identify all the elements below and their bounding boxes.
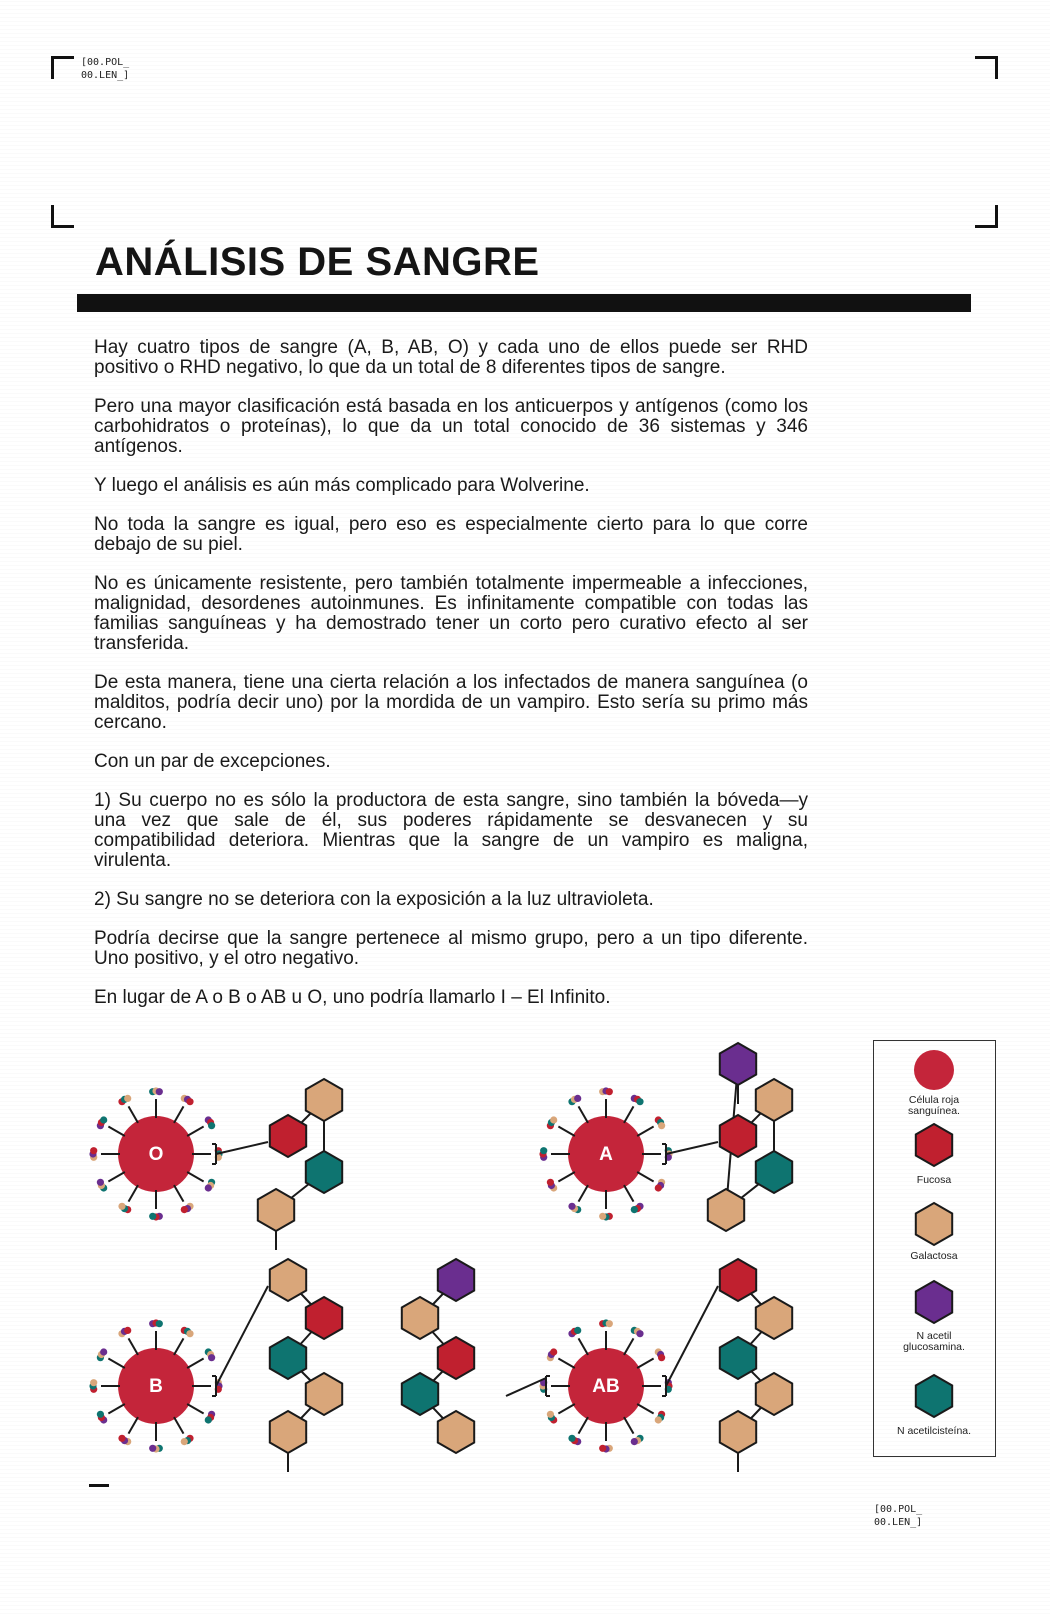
antigen-dot [156, 1320, 163, 1327]
antigen-spike [108, 1404, 124, 1414]
antigen-dot [186, 1330, 193, 1337]
antigen-spike [558, 1404, 574, 1414]
paragraph: Hay cuatro tipos de sangre (A, B, AB, O) y cada uno de ellos puede ser RHD positivo o RHD negativo, lo que da un total de 8 diferentes tipos de sangre. [94, 337, 808, 378]
antigen-dot [118, 1203, 125, 1210]
antigen-dot [658, 1122, 665, 1129]
antigen-spike [637, 1172, 653, 1182]
antigen-spike [637, 1359, 653, 1369]
antigen-dot [550, 1348, 557, 1355]
antigen-dot [181, 1438, 188, 1445]
paragraph: 1) Su cuerpo no es sólo la productora de esta sangre, sino también la bóveda—y una vez que sale de él, sus poderes rápidamente se desvanecen y su compatibilidad deteriora. Mientras que la sangre de un vampiro es maligna, virulenta. [94, 790, 808, 871]
antigen-spike [129, 1185, 139, 1201]
antigen-spike [129, 1338, 139, 1354]
connector-line [666, 1142, 718, 1154]
antigen-dot [100, 1116, 107, 1123]
blood-cell-o [89, 1079, 342, 1250]
hexagon-galactosa [306, 1373, 342, 1415]
hexagon-galactosa [306, 1079, 342, 1121]
antigen-spike [579, 1185, 589, 1201]
antigen-spike [624, 1338, 634, 1354]
hexagon-galactosa [258, 1189, 294, 1231]
hexagon-acetilcisteina [306, 1151, 342, 1193]
antigen-dot [568, 1203, 575, 1210]
hexagon-galactosa [708, 1189, 744, 1231]
antigen-dot [540, 1147, 547, 1154]
antigen-dot [655, 1416, 662, 1423]
hexagon-acetilcisteina [756, 1151, 792, 1193]
connector-line [666, 1286, 718, 1386]
hexagon-galactosa [720, 1411, 756, 1453]
blood-cell-a [539, 1043, 792, 1231]
antigen-dot [658, 1354, 665, 1361]
blood-type-label-a: A [599, 1144, 613, 1165]
antigen-dot [205, 1416, 212, 1423]
antigen-spike [187, 1172, 203, 1182]
legend-label-galactosa: Galactosa [910, 1250, 958, 1262]
footer-code-line-1: [00.POL_ [874, 1504, 923, 1515]
antigen-dot [547, 1179, 554, 1186]
antigen-dot [186, 1098, 193, 1105]
antigen-spike [624, 1417, 634, 1433]
antigen-spike [174, 1417, 184, 1433]
footer-code [874, 1503, 922, 1529]
antigen-dot [547, 1411, 554, 1418]
blood-type-label-b: B [149, 1376, 163, 1397]
antigen-spike [108, 1172, 124, 1182]
antigen-spike [579, 1338, 589, 1354]
hexagon-galactosa [756, 1079, 792, 1121]
antigen-dot [636, 1098, 643, 1105]
antigen-dot [97, 1179, 104, 1186]
hexagon-acetilcisteina [270, 1337, 306, 1379]
legend-label-fucosa: Fucosa [916, 1174, 952, 1186]
antigen-dot [156, 1088, 163, 1095]
antigen-spike [174, 1106, 184, 1122]
antigen-dot [124, 1095, 131, 1102]
blood-cell-ab [402, 1259, 792, 1472]
antigen-spike [108, 1127, 124, 1137]
hexagon-fucosa [270, 1115, 306, 1157]
antigen-spike [174, 1185, 184, 1201]
antigen-dot [208, 1122, 215, 1129]
antigen-spike [579, 1417, 589, 1433]
antigen-dot [606, 1320, 613, 1327]
antigen-spike [187, 1127, 203, 1137]
footer-code-line-2: 00.LEN_] [874, 1517, 923, 1528]
antigen-dot [100, 1348, 107, 1355]
paragraph: Podría decirse que la sangre pertenece al mismo grupo, pero a un tipo diferente. Uno positivo, y el otro negativo. [94, 928, 808, 969]
antigen-dot [205, 1184, 212, 1191]
antigen-spike [187, 1404, 203, 1414]
antigen-dot [97, 1411, 104, 1418]
antigen-dot [631, 1438, 638, 1445]
hexagon-fucosa [720, 1259, 756, 1301]
antigen-spike [558, 1172, 574, 1182]
paragraph: No es únicamente resistente, pero también totalmente impermeable a infecciones, malignidad, desordenes autoinmunes. Es infinitamente compatible con todas las familias sanguíneas y ha demostrado tener un corto pero curativo efecto al ser transferida. [94, 573, 808, 654]
legend-box [873, 1040, 996, 1457]
antigen-dot [574, 1095, 581, 1102]
antigen-dot [550, 1116, 557, 1123]
antigen-dot [568, 1435, 575, 1442]
paragraph: 2) Su sangre no se deteriora con la exposición a la luz ultravioleta. [94, 889, 654, 910]
antigen-dot [599, 1213, 606, 1220]
hexagon-galactosa [756, 1373, 792, 1415]
antigen-dot [90, 1379, 97, 1386]
legend-label-acetilcisteina: N acetilcisteína. [896, 1425, 972, 1437]
antigen-dot [90, 1147, 97, 1154]
legend-label-celula: Célula roja sanguínea. [908, 1094, 960, 1117]
antigen-dot [606, 1088, 613, 1095]
hexagon-fucosa [306, 1297, 342, 1339]
connector-line [216, 1142, 268, 1154]
antigen-spike [174, 1338, 184, 1354]
hexagon-acetilcisteina [720, 1337, 756, 1379]
hexagon-galactosa [270, 1411, 306, 1453]
antigen-spike [558, 1359, 574, 1369]
antigen-spike [129, 1106, 139, 1122]
header-code-line-2: 00.LEN_] [81, 70, 130, 81]
antigen-spike [624, 1185, 634, 1201]
hexagon-acetilglucosamina [438, 1259, 474, 1301]
antigen-spike [129, 1417, 139, 1433]
hexagon-galactosa [402, 1297, 438, 1339]
antigen-spike [637, 1127, 653, 1137]
blood-cell-b [89, 1259, 342, 1472]
antigen-spike [108, 1359, 124, 1369]
hexagon-galactosa [756, 1297, 792, 1339]
antigen-dot [149, 1445, 156, 1452]
antigen-dot [208, 1354, 215, 1361]
hexagon-acetilglucosamina [720, 1043, 756, 1085]
antigen-spike [558, 1127, 574, 1137]
paragraph: No toda la sangre es igual, pero eso es especialmente cierto para lo que corre debajo de su piel. [94, 514, 808, 555]
red-blood-cell [118, 1116, 194, 1192]
hexagon-galactosa [438, 1411, 474, 1453]
connector-line [216, 1286, 268, 1386]
antigen-spike [624, 1106, 634, 1122]
paragraph: Pero una mayor clasificación está basada en los anticuerpos y antígenos (como los carbohidratos o proteínas), lo que da un total conocido de 36 sistemas y 346 antígenos. [94, 396, 808, 457]
antigen-dot [181, 1206, 188, 1213]
paragraph: Con un par de excepciones. [94, 751, 331, 772]
hexagon-acetilcisteina [402, 1373, 438, 1415]
antigen-dot [149, 1213, 156, 1220]
antigen-dot [118, 1435, 125, 1442]
antigen-spike [637, 1404, 653, 1414]
blood-type-label-ab: AB [592, 1376, 620, 1397]
antigen-dot [636, 1330, 643, 1337]
header-code-line-1: [00.POL_ [81, 57, 130, 68]
page-dash-mark [89, 1484, 109, 1487]
hexagon-galactosa [270, 1259, 306, 1301]
antigen-dot [599, 1445, 606, 1452]
hexagon-fucosa [720, 1115, 756, 1157]
antigen-dot [124, 1327, 131, 1334]
antigen-dot [574, 1327, 581, 1334]
paragraph: De esta manera, tiene una cierta relación a los infectados de manera sanguínea (o malditos, podría decir uno) por la mordida de un vampiro. Esto sería su primo más cercano. [94, 672, 808, 733]
page-title: ANÁLISIS DE SANGRE [95, 240, 540, 284]
paragraph: Y luego el análisis es aún más complicado para Wolverine. [94, 475, 590, 496]
blood-type-label-o: O [148, 1144, 164, 1165]
hexagon-fucosa [438, 1337, 474, 1379]
paragraph: En lugar de A o B o AB u O, uno podría llamarlo I – El Infinito. [94, 987, 611, 1008]
antigen-dot [655, 1184, 662, 1191]
legend-label-acetilglucosamina: N acetil glucosamina. [903, 1330, 965, 1353]
antigen-spike [187, 1359, 203, 1369]
antigen-dot [631, 1206, 638, 1213]
antigen-spike [579, 1106, 589, 1122]
